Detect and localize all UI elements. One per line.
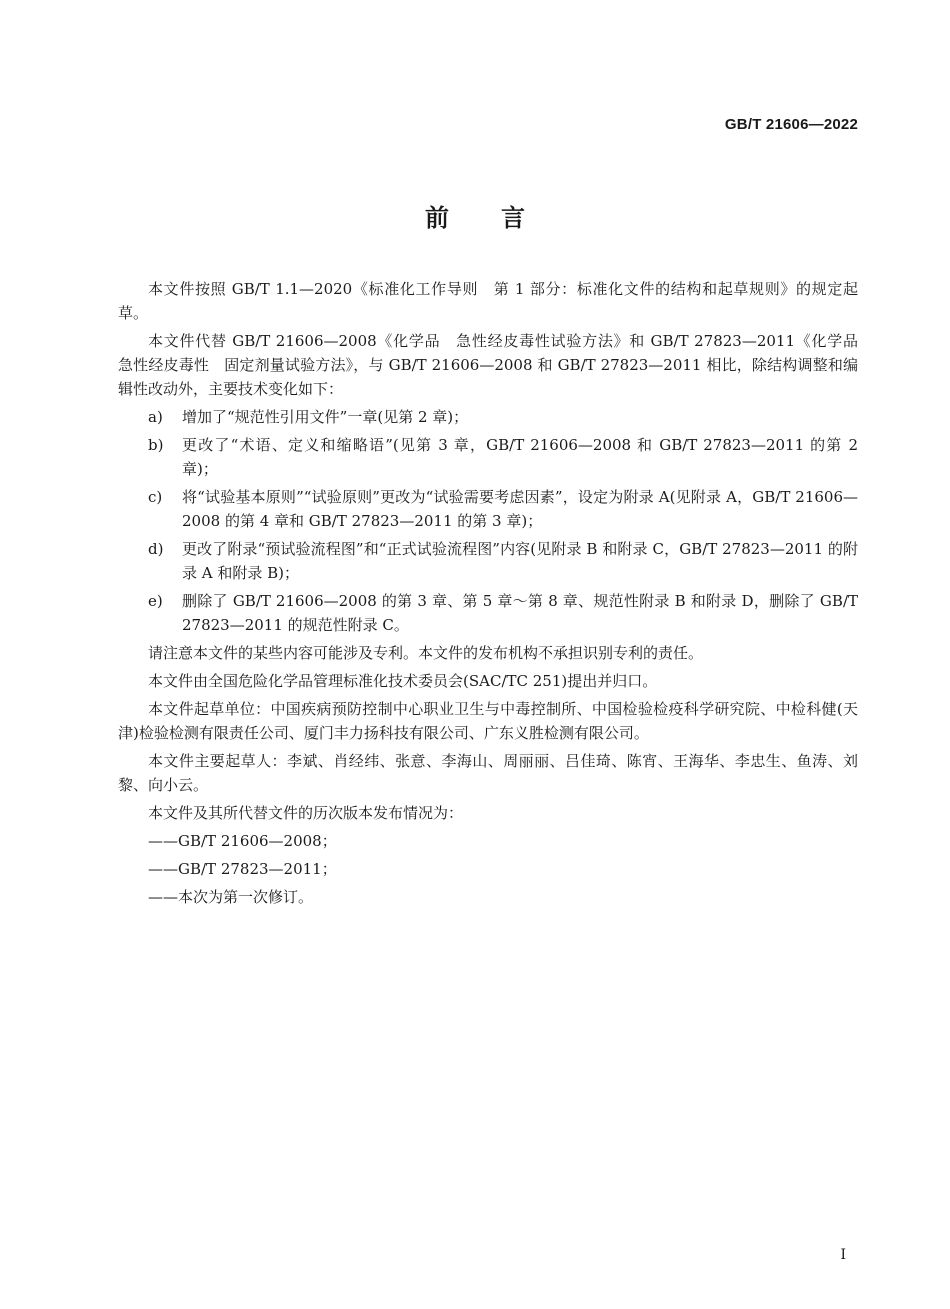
patent-notice: 请注意本文件的某些内容可能涉及专利。本文件的发布机构不承担识别专利的责任。 [148, 644, 704, 662]
intro-paragraph-2: 本文件代替 GB/T 21606—2008《化学品 急性经皮毒性试验方法》和 GB/T 27823—2011《化学品 急性经皮毒性 固定剂量试验方法》，与 GB/T 21606—2008 和 GB/T 27823—2011 相比，除结构调整和编辑性改动外，主要技术变化如下： [118, 332, 874, 398]
history-item: ——GB/T 27823—2011； [148, 860, 337, 878]
list-marker: a) [148, 408, 163, 426]
change-text: 更改了“术语、定义和缩略语”(见第 3 章，GB/T 21606—2008 和 GB/T 27823—2011 的第 2 章)； [182, 436, 858, 478]
foreword-body [118, 277, 874, 913]
drafters: 本文件主要起草人：李斌、肖经纬、张意、李海山、周丽丽、吕佳琦、陈宵、王海华、李忠生、鱼涛、刘黎、向小云。 [118, 752, 858, 794]
history-item: ——本次为第一次修订。 [148, 888, 314, 906]
change-item-b [118, 433, 858, 481]
drafting-organizations: 本文件起草单位：中国疾病预防控制中心职业卫生与中毒控制所、中国检验检疫科学研究院、中检科健(天津)检验检测有限责任公司、厦门丰力扬科技有限公司、广东义胜检测有限公司。 [118, 700, 858, 742]
proposing-committee: 本文件由全国危险化学品管理标准化技术委员会(SAC/TC 251)提出并归口。 [148, 672, 658, 690]
list-marker: c) [148, 488, 163, 506]
history-intro: 本文件及其所代替文件的历次版本发布情况为： [148, 804, 464, 822]
change-item-d [118, 537, 858, 585]
page-number: I [840, 1247, 846, 1263]
change-text: 增加了“规范性引用文件”一章(见第 2 章)； [182, 408, 469, 426]
list-marker: b) [148, 436, 164, 454]
change-item-a [118, 405, 858, 429]
history-item: ——GB/T 21606—2008； [148, 832, 337, 850]
list-marker: d) [148, 540, 164, 558]
change-item-c [118, 485, 858, 533]
list-marker: e) [148, 592, 163, 610]
change-text: 将“试验基本原则”“试验原则”更改为“试验需要考虑因素”，设定为附录 A(见附录 A，GB/T 21606—2008 的第 4 章和 GB/T 27823—2011 的第 3 章)； [182, 488, 858, 530]
page-title: 前言 [425, 204, 577, 232]
change-item-e [118, 589, 858, 637]
intro-paragraph-1: 本文件按照 GB/T 1.1—2020《标准化工作导则 第 1 部分：标准化文件的结构和起草规则》的规定起草。 [118, 280, 858, 322]
change-text: 删除了 GB/T 21606—2008 的第 3 章、第 5 章～第 8 章、规范性附录 B 和附录 D，删除了 GB/T 27823—2011 的规范性附录 C。 [182, 592, 858, 634]
standard-number: GB/T 21606—2022 [724, 116, 858, 133]
change-text: 更改了附录“预试验流程图”和“正式试验流程图”内容(见附录 B 和附录 C，GB/T 27823—2011 的附录 A 和附录 B)； [182, 540, 858, 582]
